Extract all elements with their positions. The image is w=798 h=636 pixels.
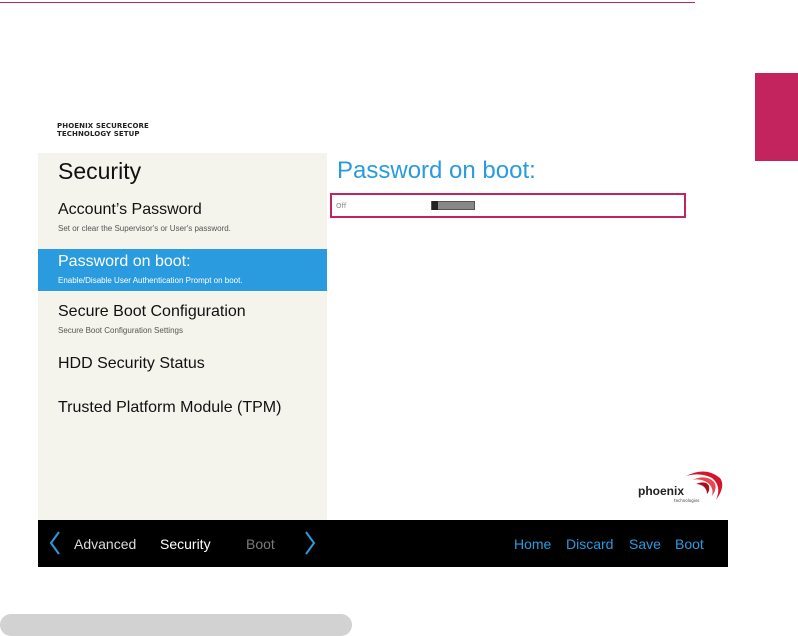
menu-item-label: Trusted Platform Module (TPM)	[58, 399, 282, 416]
brand-line-1: PHOENIX SECURECORE	[57, 122, 149, 130]
toggle-knob	[432, 201, 438, 210]
bottom-navbar	[38, 520, 728, 567]
boot-button[interactable]: Boot	[675, 536, 704, 552]
menu-item-accounts-password[interactable]	[38, 197, 327, 240]
menu-item-label: Password on boot:	[58, 253, 191, 270]
menu-item-desc: Secure Boot Configuration Settings	[58, 326, 183, 335]
menu-item-label: Secure Boot Configuration	[58, 303, 246, 320]
chevron-right-icon[interactable]	[303, 531, 317, 555]
nav-tab-boot[interactable]: Boot	[246, 536, 275, 552]
top-rule	[0, 2, 695, 3]
option-state-label: Off	[336, 202, 347, 210]
logo-word: phoenix	[638, 484, 685, 498]
menu-item-hdd-security-status[interactable]	[38, 351, 327, 377]
nav-tab-security[interactable]: Security	[160, 536, 211, 552]
password-on-boot-option[interactable]	[330, 193, 686, 218]
phoenix-logo	[636, 464, 726, 509]
sidebar-title: Security	[58, 158, 142, 184]
menu-item-tpm[interactable]	[38, 395, 327, 421]
chevron-left-icon[interactable]	[48, 531, 62, 555]
menu-item-label: Account’s Password	[58, 201, 202, 218]
bottom-page-bar	[0, 614, 352, 636]
menu-item-desc: Enable/Disable User Authentication Prompt on boot.	[58, 276, 243, 285]
menu-item-password-on-boot[interactable]	[38, 249, 327, 291]
save-button[interactable]: Save	[629, 536, 661, 552]
menu-item-desc: Set or clear the Supervisor's or User's password.	[58, 224, 231, 233]
content-title: Password on boot:	[337, 157, 536, 184]
nav-tab-advanced[interactable]: Advanced	[74, 536, 137, 552]
menu-item-secure-boot-configuration[interactable]	[38, 299, 327, 341]
bios-setup-screen	[38, 153, 728, 567]
side-tab	[755, 73, 798, 161]
brand-header	[57, 122, 149, 138]
logo-sub: technologies	[674, 498, 700, 503]
discard-button[interactable]: Discard	[566, 536, 614, 552]
sidebar	[38, 153, 327, 520]
password-on-boot-toggle[interactable]	[431, 201, 475, 210]
home-button[interactable]: Home	[514, 536, 552, 552]
menu-item-label: HDD Security Status	[58, 355, 205, 372]
brand-line-2: TECHNOLOGY SETUP	[57, 130, 140, 138]
